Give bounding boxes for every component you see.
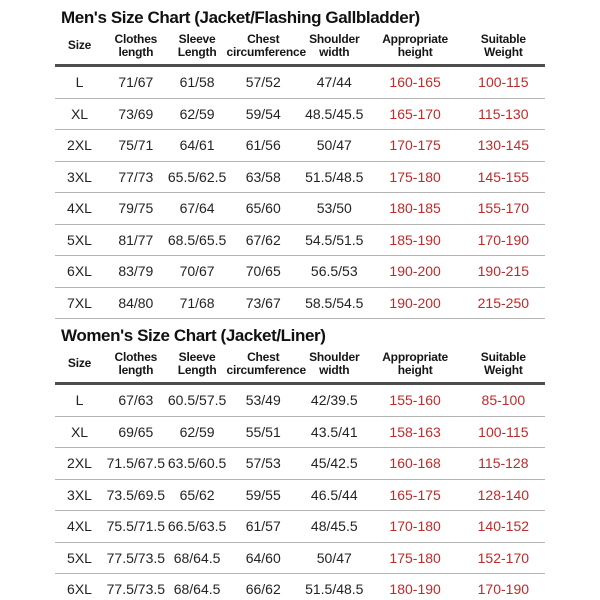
womens-header-row: [55, 348, 545, 384]
value-cell: 84/80: [104, 287, 168, 319]
value-cell: 51.5/48.5: [300, 574, 369, 600]
size-cell: XL: [55, 98, 104, 130]
value-cell: 61/56: [226, 130, 300, 162]
size-cell: 4XL: [55, 511, 104, 543]
value-cell: 73.5/69.5: [104, 479, 168, 511]
value-cell: 160-168: [369, 448, 462, 480]
size-cell: 5XL: [55, 542, 104, 574]
value-cell: 170-180: [369, 511, 462, 543]
value-cell: 56.5/53: [300, 256, 369, 288]
value-cell: 45/42.5: [300, 448, 369, 480]
column-header-appropriate-height: Appropriate height: [369, 30, 462, 66]
value-cell: 190-215: [462, 256, 545, 288]
column-header-suitable-weight: Suitable Weight: [462, 30, 545, 66]
column-header-sleeve-length: Sleeve Length: [168, 348, 227, 384]
size-cell: L: [55, 384, 104, 417]
table-row: [55, 98, 545, 130]
table-row: [55, 287, 545, 319]
table-row: [55, 66, 545, 99]
size-cell: 2XL: [55, 448, 104, 480]
value-cell: 155-170: [462, 193, 545, 225]
value-cell: 71/67: [104, 66, 168, 99]
value-cell: 61/58: [168, 66, 227, 99]
value-cell: 165-175: [369, 479, 462, 511]
value-cell: 160-165: [369, 66, 462, 99]
value-cell: 180-190: [369, 574, 462, 600]
value-cell: 180-185: [369, 193, 462, 225]
value-cell: 46.5/44: [300, 479, 369, 511]
womens-size-chart-section: [55, 326, 545, 600]
table-row: [55, 161, 545, 193]
size-cell: 6XL: [55, 256, 104, 288]
value-cell: 59/54: [226, 98, 300, 130]
value-cell: 152-170: [462, 542, 545, 574]
column-header-size: Size: [55, 30, 104, 66]
value-cell: 175-180: [369, 542, 462, 574]
value-cell: 77.5/73.5: [104, 574, 168, 600]
mens-table-body: [55, 66, 545, 319]
table-row: [55, 384, 545, 417]
table-row: [55, 511, 545, 543]
size-cell: L: [55, 66, 104, 99]
table-row: [55, 574, 545, 600]
value-cell: 65.5/62.5: [168, 161, 227, 193]
value-cell: 75.5/71.5: [104, 511, 168, 543]
value-cell: 65/60: [226, 193, 300, 225]
value-cell: 81/77: [104, 224, 168, 256]
column-header-clothes-length: Clothes length: [104, 30, 168, 66]
value-cell: 55/51: [226, 416, 300, 448]
table-row: [55, 416, 545, 448]
value-cell: 66/62: [226, 574, 300, 600]
value-cell: 128-140: [462, 479, 545, 511]
womens-table-body: [55, 384, 545, 600]
size-cell: 5XL: [55, 224, 104, 256]
value-cell: 51.5/48.5: [300, 161, 369, 193]
value-cell: 43.5/41: [300, 416, 369, 448]
value-cell: 68/64.5: [168, 574, 227, 600]
womens-size-table: [55, 348, 545, 600]
value-cell: 71.5/67.5: [104, 448, 168, 480]
size-cell: 3XL: [55, 161, 104, 193]
column-header-appropriate-height: Appropriate height: [369, 348, 462, 384]
value-cell: 57/52: [226, 66, 300, 99]
value-cell: 67/62: [226, 224, 300, 256]
value-cell: 47/44: [300, 66, 369, 99]
value-cell: 62/59: [168, 98, 227, 130]
value-cell: 48/45.5: [300, 511, 369, 543]
value-cell: 64/60: [226, 542, 300, 574]
size-cell: 3XL: [55, 479, 104, 511]
value-cell: 69/65: [104, 416, 168, 448]
value-cell: 75/71: [104, 130, 168, 162]
value-cell: 54.5/51.5: [300, 224, 369, 256]
value-cell: 50/47: [300, 130, 369, 162]
value-cell: 170-175: [369, 130, 462, 162]
column-header-shoulder-width: Shoulder width: [300, 30, 369, 66]
size-cell: XL: [55, 416, 104, 448]
value-cell: 66.5/63.5: [168, 511, 227, 543]
value-cell: 190-200: [369, 287, 462, 319]
value-cell: 53/50: [300, 193, 369, 225]
value-cell: 70/65: [226, 256, 300, 288]
value-cell: 60.5/57.5: [168, 384, 227, 417]
value-cell: 68.5/65.5: [168, 224, 227, 256]
value-cell: 57/53: [226, 448, 300, 480]
value-cell: 67/63: [104, 384, 168, 417]
table-row: [55, 224, 545, 256]
value-cell: 67/64: [168, 193, 227, 225]
value-cell: 58.5/54.5: [300, 287, 369, 319]
value-cell: 42/39.5: [300, 384, 369, 417]
column-header-suitable-weight: Suitable Weight: [462, 348, 545, 384]
value-cell: 100-115: [462, 66, 545, 99]
table-row: [55, 448, 545, 480]
value-cell: 130-145: [462, 130, 545, 162]
value-cell: 68/64.5: [168, 542, 227, 574]
value-cell: 215-250: [462, 287, 545, 319]
table-row: [55, 479, 545, 511]
value-cell: 190-200: [369, 256, 462, 288]
table-row: [55, 256, 545, 288]
size-cell: 4XL: [55, 193, 104, 225]
value-cell: 70/67: [168, 256, 227, 288]
value-cell: 175-180: [369, 161, 462, 193]
value-cell: 71/68: [168, 287, 227, 319]
column-header-chest-circumference: Chest circumference: [226, 348, 300, 384]
value-cell: 63/58: [226, 161, 300, 193]
column-header-size: Size: [55, 348, 104, 384]
value-cell: 61/57: [226, 511, 300, 543]
value-cell: 53/49: [226, 384, 300, 417]
value-cell: 73/67: [226, 287, 300, 319]
value-cell: 79/75: [104, 193, 168, 225]
table-row: [55, 130, 545, 162]
mens-header-row: [55, 30, 545, 66]
value-cell: 158-163: [369, 416, 462, 448]
column-header-shoulder-width: Shoulder width: [300, 348, 369, 384]
value-cell: 59/55: [226, 479, 300, 511]
column-header-chest-circumference: Chest circumference: [226, 30, 300, 66]
value-cell: 115-128: [462, 448, 545, 480]
value-cell: 170-190: [462, 224, 545, 256]
value-cell: 100-115: [462, 416, 545, 448]
value-cell: 85-100: [462, 384, 545, 417]
value-cell: 77.5/73.5: [104, 542, 168, 574]
size-cell: 7XL: [55, 287, 104, 319]
size-cell: 6XL: [55, 574, 104, 600]
table-row: [55, 193, 545, 225]
mens-size-table: [55, 30, 545, 319]
mens-size-chart-section: [55, 8, 545, 319]
value-cell: 165-170: [369, 98, 462, 130]
value-cell: 65/62: [168, 479, 227, 511]
column-header-clothes-length: Clothes length: [104, 348, 168, 384]
value-cell: 48.5/45.5: [300, 98, 369, 130]
size-cell: 2XL: [55, 130, 104, 162]
value-cell: 170-190: [462, 574, 545, 600]
value-cell: 64/61: [168, 130, 227, 162]
value-cell: 185-190: [369, 224, 462, 256]
value-cell: 115-130: [462, 98, 545, 130]
value-cell: 62/59: [168, 416, 227, 448]
value-cell: 140-152: [462, 511, 545, 543]
table-row: [55, 542, 545, 574]
value-cell: 50/47: [300, 542, 369, 574]
value-cell: 73/69: [104, 98, 168, 130]
value-cell: 77/73: [104, 161, 168, 193]
value-cell: 155-160: [369, 384, 462, 417]
mens-chart-title: Men's Size Chart (Jacket/Flashing Gallbladder): [61, 8, 420, 27]
value-cell: 63.5/60.5: [168, 448, 227, 480]
value-cell: 145-155: [462, 161, 545, 193]
column-header-sleeve-length: Sleeve Length: [168, 30, 227, 66]
value-cell: 83/79: [104, 256, 168, 288]
womens-chart-title: Women's Size Chart (Jacket/Liner): [61, 326, 326, 345]
